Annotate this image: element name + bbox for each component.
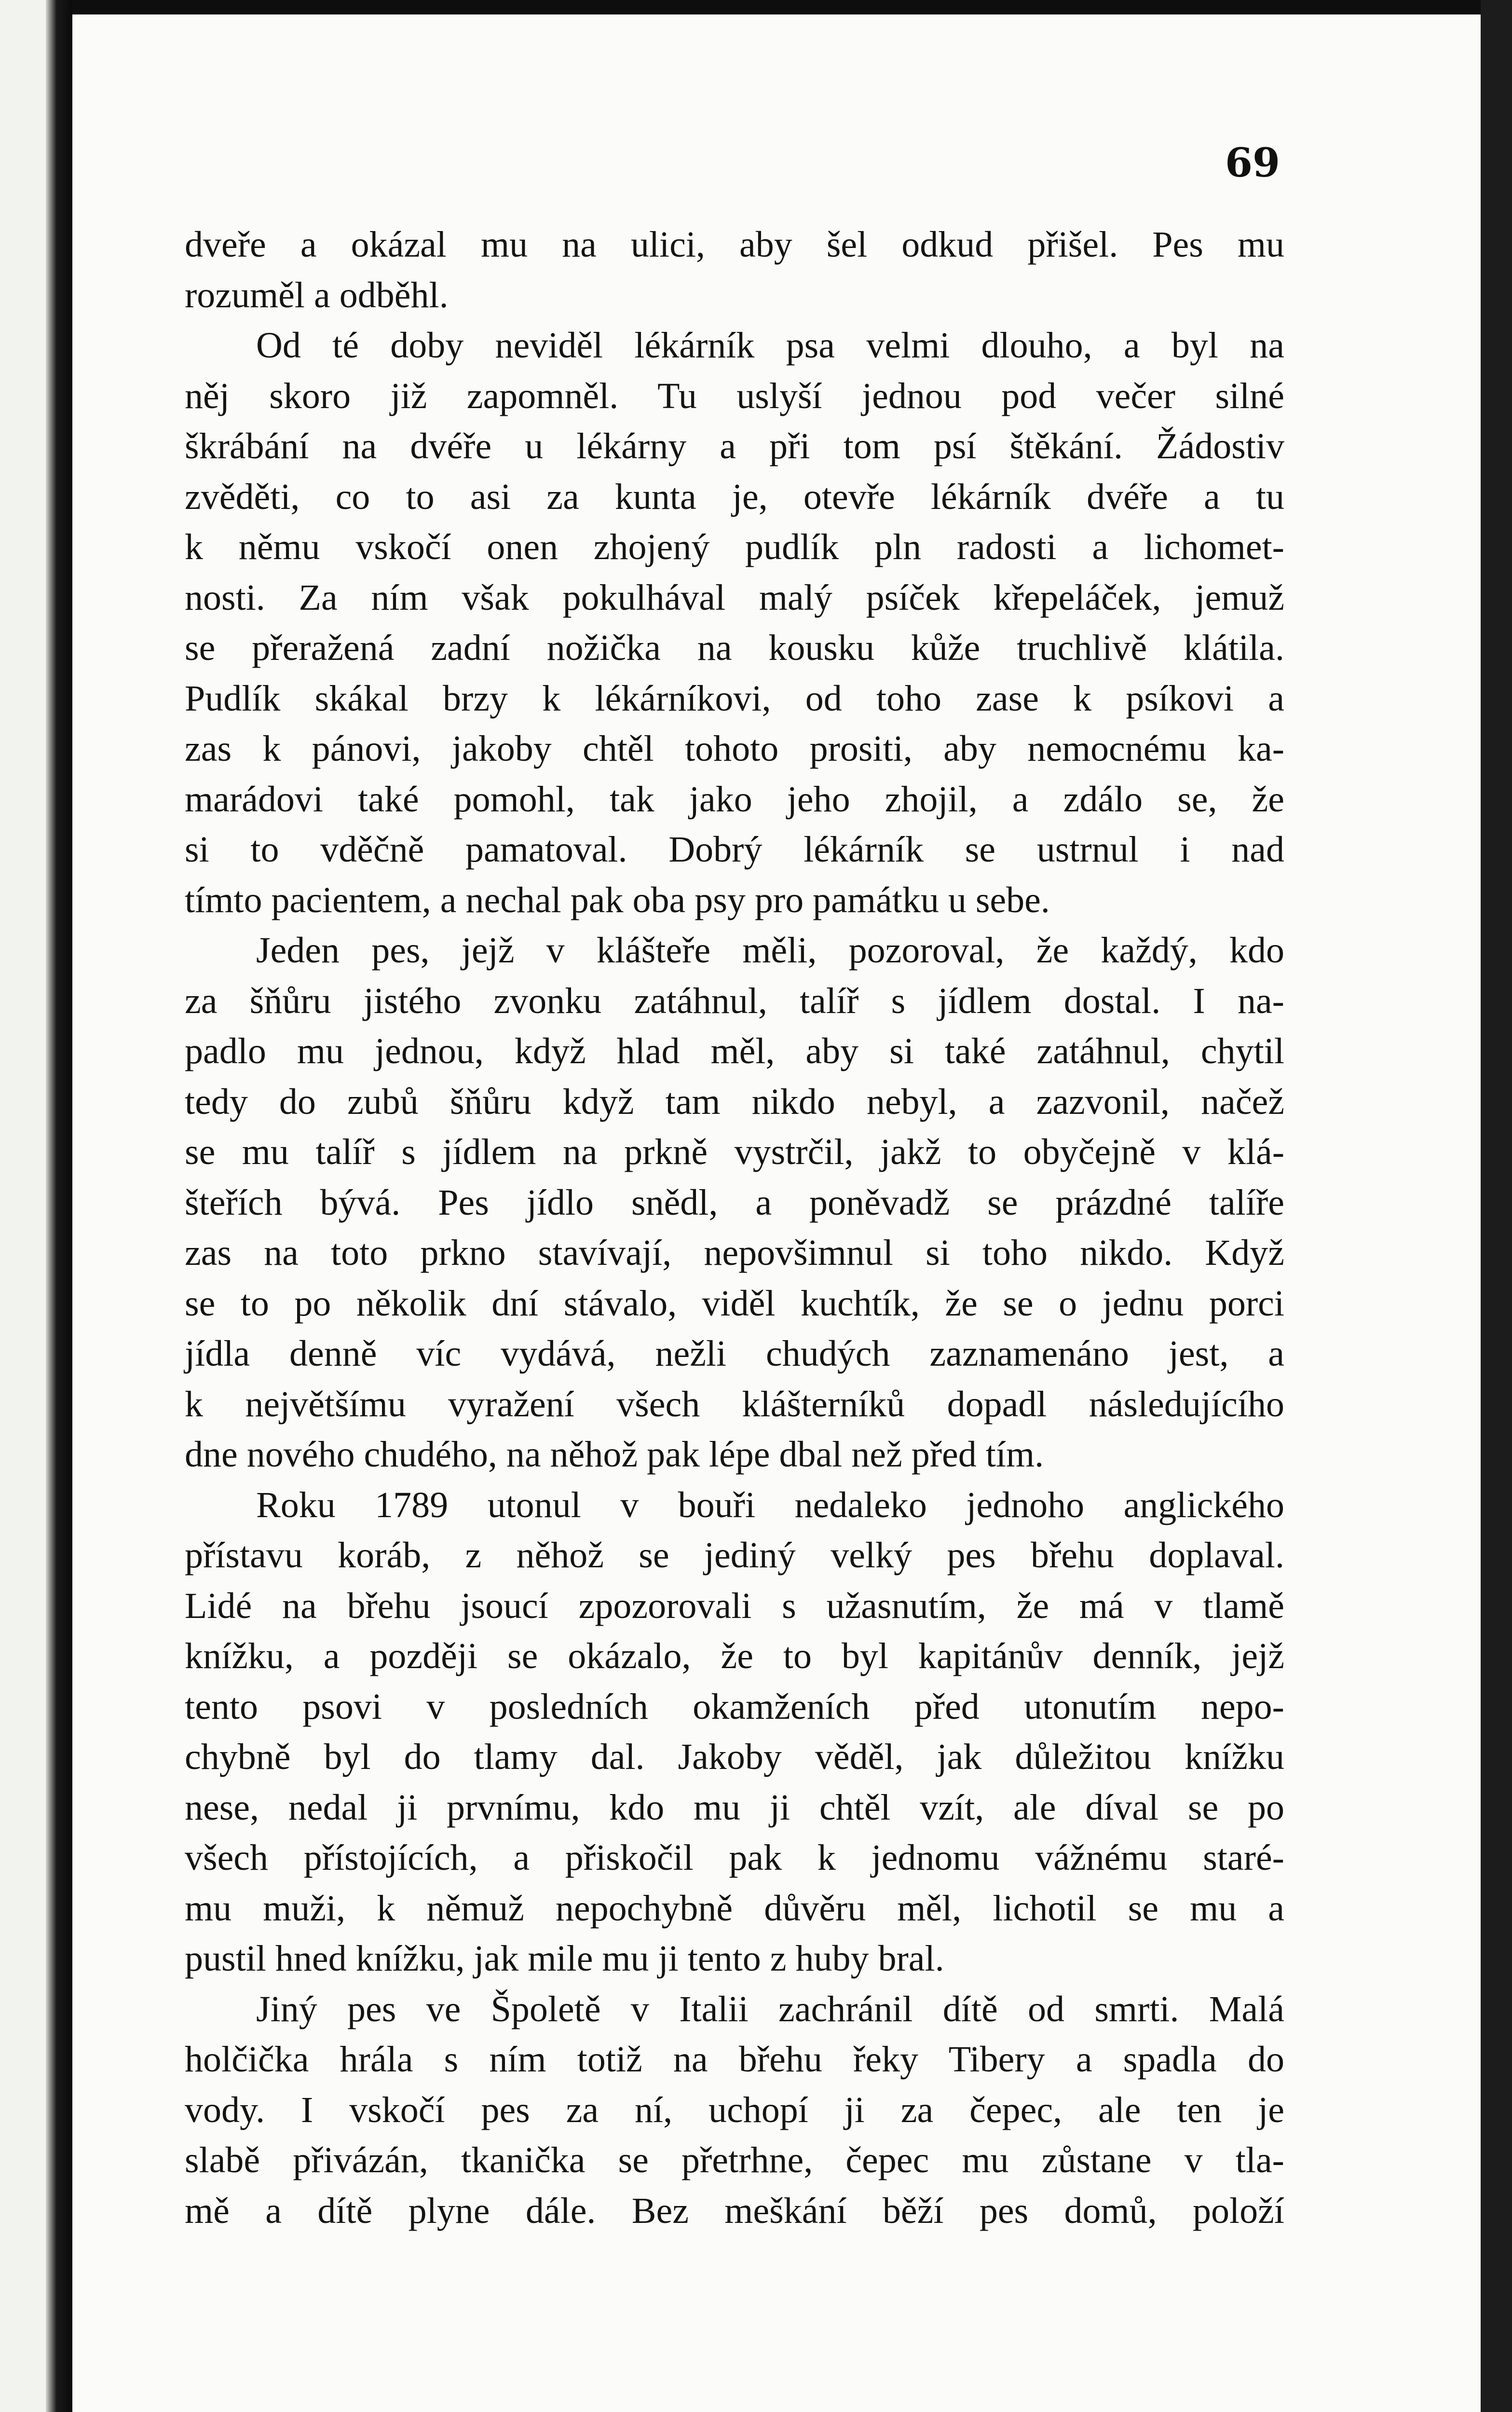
text-line: nosti. Za ním však pokulhával malý psíček křepeláček, jemuž (185, 577, 1284, 618)
text-line: nese, nedal ji prvnímu, kdo mu ji chtěl vzít, ale díval se po (185, 1787, 1284, 1828)
text-line: se to po několik dní stávalo, viděl kuchtík, že se o jednu porci (185, 1283, 1284, 1324)
text-line: slabě přivázán, tkanička se přetrhne, čepec mu zůstane v tla- (185, 2140, 1284, 2180)
page-number: 69 (1225, 140, 1280, 186)
text-line: zas k pánovi, jakoby chtěl tohoto prositi, aby nemocnému ka- (185, 728, 1284, 769)
text-line: dne nového chudého, na něhož pak lépe dbal než před tím. (185, 1434, 1044, 1475)
text-line: Pudlík skákal brzy k lékárníkovi, od toho zase k psíkovi a (185, 678, 1284, 719)
text-line: knížku, a později se okázalo, že to byl kapitánův denník, jejž (185, 1636, 1284, 1676)
text-line: holčička hrála s ním totiž na břehu řeky Tibery a spadla do (185, 2039, 1284, 2080)
text-line: tedy do zubů šňůru když tam nikdo nebyl, a zazvonil, načež (185, 1081, 1284, 1122)
text-line: marádovi také pomohl, tak jako jeho zhojil, a zdálo se, že (185, 779, 1284, 820)
text-line: se mu talíř s jídlem na prkně vystrčil, jakž to obyčejně v klá- (185, 1132, 1284, 1172)
text-line: rozuměl a odběhl. (185, 274, 449, 315)
text-line: Lidé na břehu jsoucí zpozorovali s užasnutím, že má v tlamě (185, 1585, 1284, 1626)
text-line: Roku 1789 utonul v bouři nedaleko jednoho anglického (256, 1484, 1284, 1525)
text-line: si to vděčně pamatoval. Dobrý lékárník se ustrnul i nad (185, 829, 1284, 870)
text-line: Od té doby neviděl lékárník psa velmi dlouho, a byl na (256, 325, 1284, 366)
body-text (185, 219, 1284, 2236)
text-line: škrábání na dvéře u lékárny a při tom psí štěkání. Žádostiv (185, 426, 1284, 466)
right-page-edge (1481, 0, 1512, 2412)
text-line: k němu vskočí onen zhojený pudlík pln radosti a lichomet- (185, 527, 1284, 567)
text-line: zas na toto prkno stavívají, nepovšimnul si toho nikdo. Když (185, 1233, 1284, 1273)
text-line: šteřích bývá. Pes jídlo snědl, a poněvadž se prázdné talíře (185, 1182, 1284, 1223)
text-line: něj skoro již zapomněl. Tu uslyší jednou pod večer silné (185, 375, 1284, 416)
text-line: padlo mu jednou, když hlad měl, aby si také zatáhnul, chytil (185, 1031, 1284, 1071)
text-line: vody. I vskočí pes za ní, uchopí ji za čepec, ale ten je (185, 2089, 1284, 2130)
text-line: k největšímu vyražení všech klášterníků dopadl následujícího (185, 1384, 1284, 1425)
text-line: zvěděti, co to asi za kunta je, otevře lékárník dvéře a tu (185, 476, 1284, 517)
text-line: mě a dítě plyne dále. Bez meškání běží pes domů, položí (185, 2190, 1284, 2231)
text-line: pustil hned knížku, jak mile mu ji tento z huby bral. (185, 1938, 944, 1979)
text-line: všech přístojících, a přiskočil pak k jednomu vážnému staré- (185, 1837, 1284, 1878)
text-line: jídla denně víc vydává, nežli chudých zaznamenáno jest, a (185, 1333, 1284, 1374)
text-line: mu muži, k němuž nepochybně důvěru měl, lichotil se mu a (185, 1888, 1284, 1929)
text-line: chybně byl do tlamy dal. Jakoby věděl, jak důležitou knížku (185, 1737, 1284, 1777)
text-line: dveře a okázal mu na ulici, aby šel odkud přišel. Pes mu (185, 224, 1284, 265)
text-line: za šňůru jistého zvonku zatáhnul, talíř s jídlem dostal. I na- (185, 980, 1284, 1021)
text-line: tímto pacientem, a nechal pak oba psy pro památku u sebe. (185, 879, 1050, 920)
text-line: se přeražená zadní nožička na kousku kůže truchlivě klátila. (185, 628, 1284, 668)
text-line: Jiný pes ve Špoletě v Italii zachránil dítě od smrti. Malá (256, 1988, 1284, 2029)
text-line: tento psovi v posledních okamženích před utonutím nepo- (185, 1686, 1284, 1727)
text-line: Jeden pes, jejž v klášteře měli, pozoroval, že každý, kdo (256, 930, 1284, 971)
book-gutter (46, 0, 72, 2412)
text-line: přístavu koráb, z něhož se jediný velký pes břehu doplaval. (185, 1535, 1284, 1576)
